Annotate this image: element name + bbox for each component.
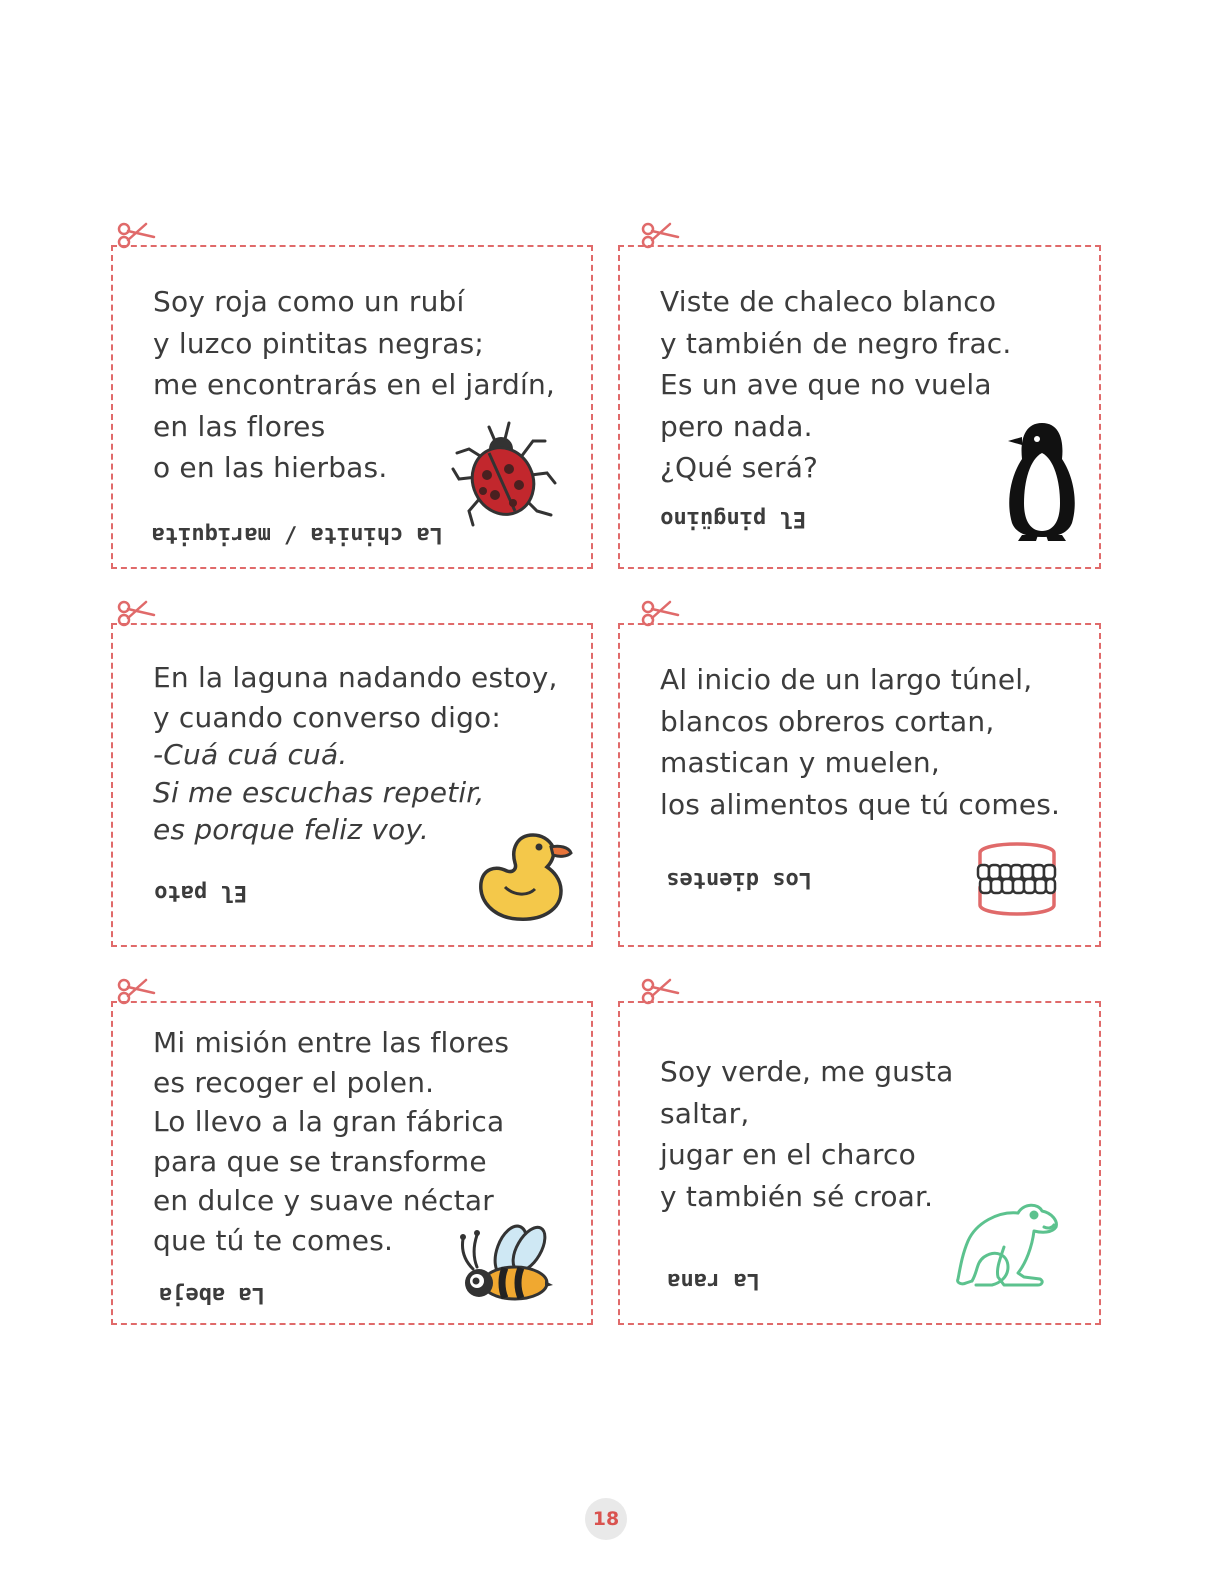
riddle-text: Al inicio de un largo túnel, blancos obreros cortan, mastican y muelen, los alimentos que tú comes. xyxy=(660,663,1061,821)
answer-upside-down: El pingüino xyxy=(660,506,806,531)
riddle-text: Mi misión entre las flores es recoger el polen. Lo llevo a la gran fábrica para que se transforme en dulce y suave néctar que tú te comes. xyxy=(153,1026,510,1257)
duck-icon xyxy=(477,831,575,923)
riddle-text: En la laguna nadando estoy, y cuando converso digo: -Cuá cuá cuá. Si me escuchas repetir, es porque feliz voy. xyxy=(153,661,558,846)
riddle-card-penguin xyxy=(618,245,1101,569)
riddle-card-duck xyxy=(111,623,593,947)
riddle-text: Soy roja como un rubí y luzco pintitas negras; me encontrarás en el jardín, en las flores o en las hierbas. xyxy=(153,285,555,484)
penguin-icon xyxy=(1004,419,1080,543)
riddle-text: Soy verde, me gusta saltar, jugar en el charco y también sé croar. xyxy=(660,1055,954,1213)
answer-upside-down: Los dientes xyxy=(666,867,812,892)
riddle-text: Viste de chaleco blanco y también de negro frac. Es un ave que no vuela pero nada. ¿Qué será? xyxy=(660,285,1012,484)
answer-upside-down: La chinita / mariquita xyxy=(151,522,443,547)
riddle-card-frog xyxy=(618,1001,1101,1325)
teeth-icon xyxy=(972,835,1062,921)
answer-upside-down: La rana xyxy=(667,1268,760,1293)
riddle-card-bee xyxy=(111,1001,593,1325)
bee-icon xyxy=(455,1221,555,1305)
ladybug-icon xyxy=(447,419,559,535)
riddle-card-ladybug xyxy=(111,245,593,569)
frog-icon xyxy=(952,1197,1062,1289)
riddle-card-teeth xyxy=(618,623,1101,947)
answer-upside-down: La abeja xyxy=(159,1282,265,1307)
answer-upside-down: El pato xyxy=(154,880,247,905)
page-number: 18 xyxy=(585,1498,627,1540)
